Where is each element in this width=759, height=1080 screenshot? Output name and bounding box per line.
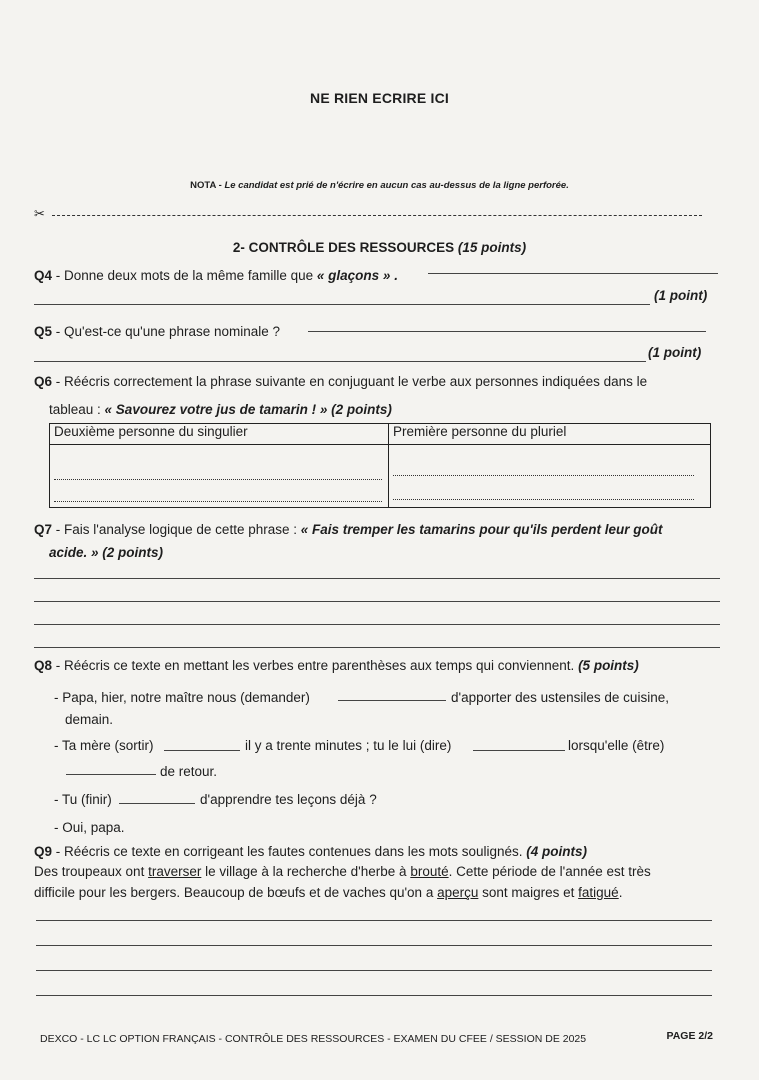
answer-cell-plural[interactable] xyxy=(389,445,711,508)
nota-label: NOTA - xyxy=(190,180,225,191)
q6-text: - Réécris correctement la phrase suivante en conjuguant le verbe aux personnes indiquées dans le xyxy=(52,374,648,389)
q4-points: (1 point) xyxy=(654,288,708,303)
q6-number: Q6 xyxy=(34,374,53,389)
table-header-col2: Première personne du pluriel xyxy=(389,424,711,445)
header-title: NE RIEN ECRIRE ICI xyxy=(310,90,449,106)
q7-quote-line2: acide. » (2 points) xyxy=(49,545,164,560)
table-header-col1: Deuxième personne du singulier xyxy=(50,424,389,445)
q4-prompt xyxy=(34,266,398,286)
q9-text-segment: . Cette période de l'année est très xyxy=(448,864,651,879)
q9-text-segment: Des troupeaux ont xyxy=(34,864,149,879)
q7-answer-line-1[interactable] xyxy=(34,578,720,579)
q9-text-segment: sont maigres et xyxy=(478,885,579,900)
q8-blank-etre[interactable] xyxy=(66,774,156,775)
q4-answer-line-2[interactable] xyxy=(34,304,650,305)
q7-number: Q7 xyxy=(34,522,53,537)
dotted-line xyxy=(54,479,382,480)
q8-line2b: il y a trente minutes ; tu le lui (dire) xyxy=(245,738,452,753)
q7-text: - Fais l'analyse logique de cette phrase : xyxy=(52,522,301,537)
q6-text2: tableau : xyxy=(49,402,105,417)
q5-prompt xyxy=(34,322,280,342)
q9-text: - Réécris ce texte en corrigeant les fautes contenues dans les mots soulignés. xyxy=(52,844,527,859)
q8-number: Q8 xyxy=(34,658,53,673)
conjugation-table xyxy=(49,423,711,508)
q9-points: (4 points) xyxy=(526,844,588,859)
q5-answer-line-2[interactable] xyxy=(34,361,646,362)
q7-answer-line-3[interactable] xyxy=(34,624,720,625)
q8-line4: - Oui, papa. xyxy=(54,820,125,835)
q9-text-segment: difficile pour les bergers. Beaucoup de bœufs et de vaches qu'on a xyxy=(34,885,438,900)
q9-underlined-fatigue: fatigué xyxy=(578,885,619,900)
q5-number: Q5 xyxy=(34,324,53,339)
q4-answer-line-1[interactable] xyxy=(428,273,718,274)
q8-line2d: de retour. xyxy=(160,764,218,779)
q9-passage-line2 xyxy=(34,883,744,903)
answer-cell-singular[interactable] xyxy=(50,445,389,508)
q5-text: - Qu'est-ce qu'une phrase nominale ? xyxy=(52,324,281,339)
q4-text: - Donne deux mots de la même famille que xyxy=(52,268,317,283)
q8-blank-dire[interactable] xyxy=(473,750,565,751)
q8-blank-demander[interactable] xyxy=(338,700,446,701)
q9-text-segment: . xyxy=(618,885,623,900)
q9-underlined-apercu: aperçu xyxy=(437,885,479,900)
q7-prompt xyxy=(34,520,734,540)
page-number: PAGE 2/2 xyxy=(666,1030,713,1042)
q8-blank-finir[interactable] xyxy=(119,803,195,804)
q6-prompt-line2 xyxy=(49,400,392,420)
q9-number: Q9 xyxy=(34,844,53,859)
perforated-line xyxy=(34,208,702,222)
q8-line1a: - Papa, hier, notre maître nous (demander) xyxy=(54,690,310,705)
q9-answer-line-4[interactable] xyxy=(36,995,712,996)
section-title xyxy=(0,240,759,255)
section-points: (15 points) xyxy=(457,240,527,255)
q9-answer-line-3[interactable] xyxy=(36,970,712,971)
q6-prompt xyxy=(34,372,724,392)
dotted-line xyxy=(393,499,694,500)
q8-text: - Réécris ce texte en mettant les verbes entre parenthèses aux temps qui conviennent. xyxy=(52,658,579,673)
q8-line2a: - Ta mère (sortir) xyxy=(54,738,154,753)
q5-answer-line-1[interactable] xyxy=(308,331,706,332)
dotted-line xyxy=(393,475,694,476)
section-title-text: 2- CONTRÔLE DES RESSOURCES xyxy=(232,240,458,255)
q9-answer-line-2[interactable] xyxy=(36,945,712,946)
q8-line1b: d'apporter des ustensiles de cuisine, xyxy=(451,690,669,705)
q9-underlined-traverser: traverser xyxy=(148,864,202,879)
q7-answer-line-4[interactable] xyxy=(34,647,720,648)
footer-text: DEXCO - LC LC OPTION FRANÇAIS - CONTRÔLE DES RESSOURCES - EXAMEN DU CFEE / SESSION DE 2025 xyxy=(40,1033,587,1045)
q8-blank-sortir[interactable] xyxy=(164,750,240,751)
q9-underlined-broute: brouté xyxy=(410,864,449,879)
q5-points: (1 point) xyxy=(648,345,702,360)
nota-notice xyxy=(0,180,759,191)
q9-answer-line-1[interactable] xyxy=(36,920,712,921)
q8-line2c: lorsqu'elle (être) xyxy=(568,738,665,753)
q4-quote: « glaçons » . xyxy=(316,268,398,283)
q9-passage-line1 xyxy=(34,862,744,882)
q9-text-segment: le village à la recherche d'herbe à xyxy=(201,864,411,879)
dashed-line xyxy=(52,215,702,216)
nota-text: Le candidat est prié de n'écrire en aucun cas au-dessus de la ligne perforée. xyxy=(224,180,569,191)
q7-answer-line-2[interactable] xyxy=(34,601,720,602)
q6-quote: « Savourez votre jus de tamarin ! » (2 points) xyxy=(104,402,392,417)
q8-line3a: - Tu (finir) xyxy=(54,792,112,807)
q4-number: Q4 xyxy=(34,268,53,283)
q8-line3b: d'apprendre tes leçons déjà ? xyxy=(200,792,377,807)
q9-prompt xyxy=(34,842,744,862)
q8-prompt xyxy=(34,656,744,676)
q8-line1c: demain. xyxy=(65,712,114,727)
q7-quote: « Fais tremper les tamarins pour qu'ils perdent leur goût xyxy=(300,522,663,537)
scissors-icon: ✂ xyxy=(34,206,45,221)
dotted-line xyxy=(54,501,382,502)
q8-points: (5 points) xyxy=(578,658,639,673)
